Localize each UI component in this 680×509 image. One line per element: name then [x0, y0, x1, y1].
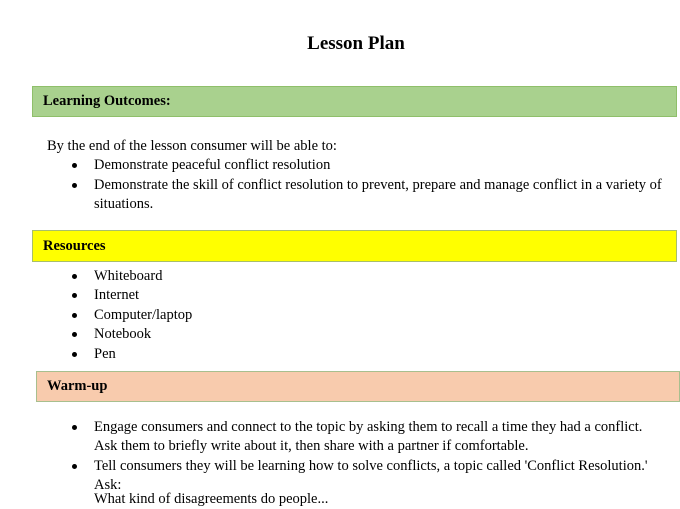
- page-title: Lesson Plan: [307, 33, 405, 54]
- bullet-icon: [72, 163, 77, 168]
- resources-list: [94, 267, 394, 364]
- outcomes-intro: By the end of the lesson consumer will be able to:: [47, 138, 337, 154]
- warm-up-heading: Warm-up: [36, 371, 680, 402]
- list-item: Internet: [94, 286, 394, 305]
- list-item: Notebook: [94, 325, 394, 344]
- list-item: Demonstrate the skill of conflict resolution to prevent, prepare and manage conflict in a variety of situations.: [94, 176, 664, 214]
- resources-heading: Resources: [32, 230, 677, 262]
- bullet-icon: [72, 293, 77, 298]
- cut-off-line: What kind of disagreements do people...: [94, 491, 329, 507]
- bullet-icon: [72, 274, 77, 279]
- learning-outcomes-heading: Learning Outcomes:: [32, 86, 677, 117]
- bullet-icon: [72, 313, 77, 318]
- outcomes-list: [94, 156, 664, 215]
- list-item: Demonstrate peaceful conflict resolution: [94, 156, 664, 175]
- bullet-icon: [72, 464, 77, 469]
- list-item: Computer/laptop: [94, 306, 394, 325]
- bullet-icon: [72, 183, 77, 188]
- bullet-icon: [72, 332, 77, 337]
- list-item: Tell consumers they will be learning how to solve conflicts, a topic called 'Conflict Resolution.' Ask:: [94, 457, 664, 495]
- bullet-icon: [72, 352, 77, 357]
- list-item: Engage consumers and connect to the topic by asking them to recall a time they had a conflict. Ask them to briefly write about it, then share with a partner if comfortable.: [94, 418, 664, 456]
- list-item: Pen: [94, 345, 394, 364]
- warm-up-list: [94, 418, 664, 496]
- bullet-icon: [72, 425, 77, 430]
- list-item: Whiteboard: [94, 267, 394, 286]
